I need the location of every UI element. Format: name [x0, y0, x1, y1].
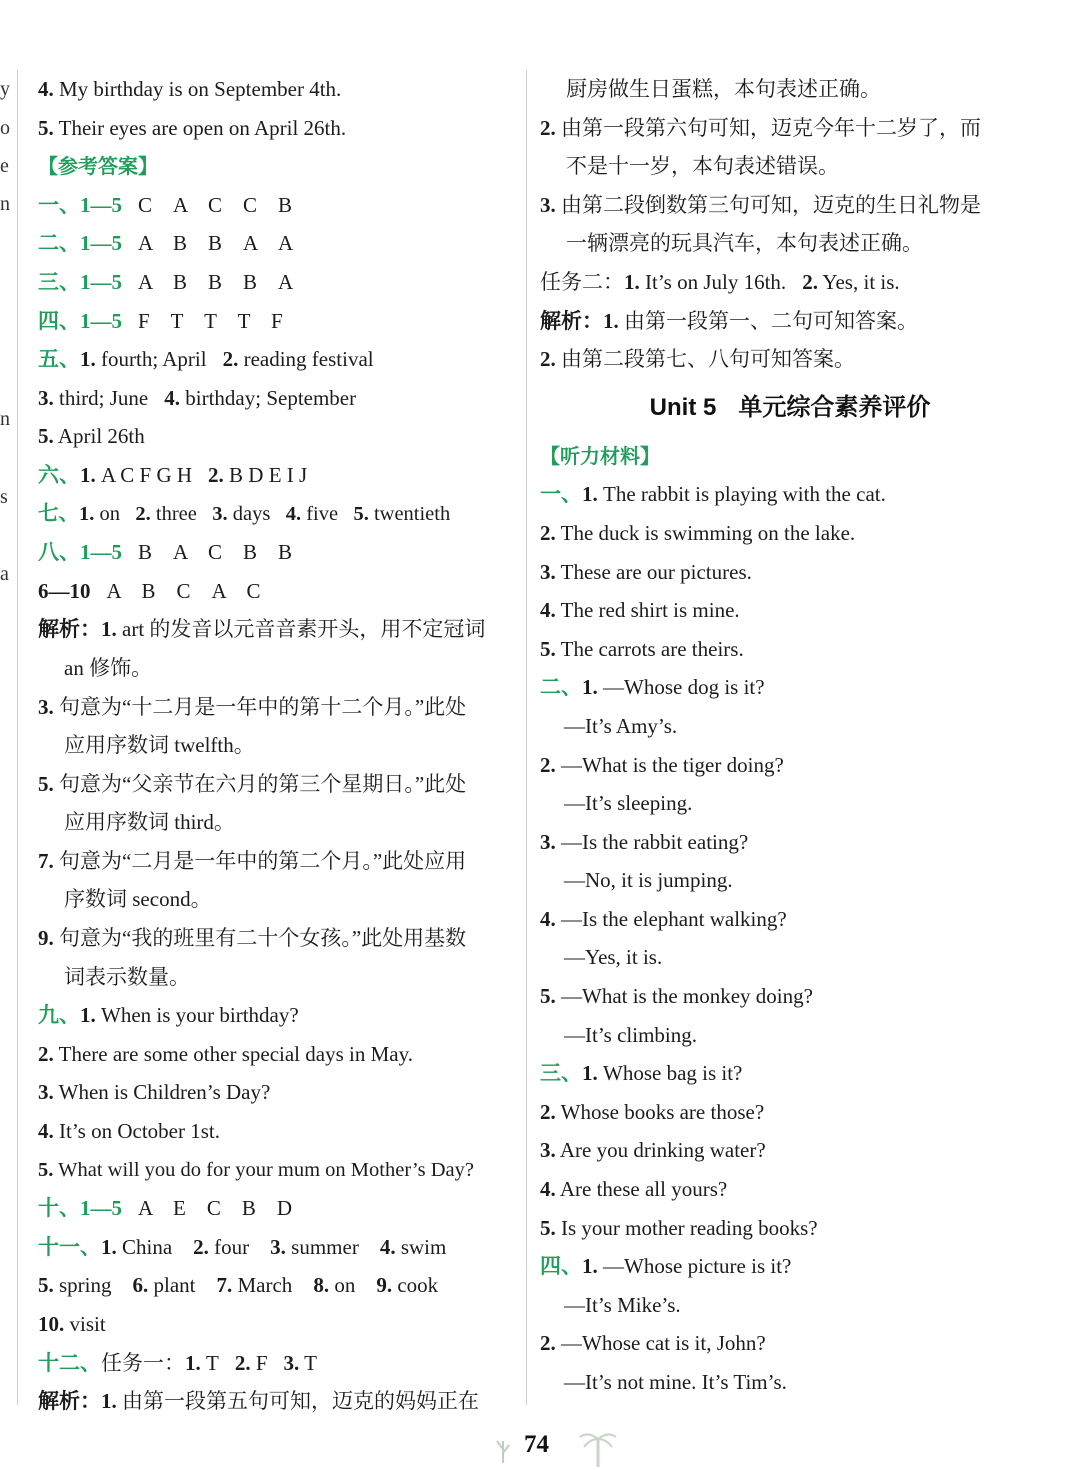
section-5-answers-cont: 5. April 26th: [38, 424, 145, 449]
listening-item: 4. The red shirt is mine.: [540, 598, 740, 623]
dialogue-answer: —Yes, it is.: [564, 945, 663, 970]
section-11-answers-cont: 10. visit: [38, 1312, 106, 1336]
right-column: [540, 70, 1040, 1402]
section-8-answers: 八、1—5 B A C B B: [38, 540, 293, 565]
section-9-answers-cont: 2. There are some other special days in May.: [38, 1041, 413, 1066]
page-number: 74: [524, 1431, 549, 1458]
explanation-line: 2. 由第一段第六句可知，迈克今年十二岁了，而: [540, 115, 981, 140]
explanation-line: 9. 句意为“我的班里有二十个女孩。”此处用基数: [38, 926, 467, 951]
cropped-edge-text: [0, 0, 12, 1420]
explanation-line: an 修饰。: [64, 655, 153, 680]
answer-line: 4. My birthday is on September 4th.: [38, 77, 342, 101]
listening-item: 5. The carrots are theirs.: [540, 636, 744, 661]
dialogue-question: 四、1. —Whose picture is it?: [540, 1254, 792, 1279]
dialogue-answer: —It’s Amy’s.: [564, 713, 678, 738]
section-11-answers: 十一、1. China 2. four 3. summer 4. swim: [38, 1234, 447, 1259]
explanation-line: 厨房做生日蛋糕，本句表述正确。: [566, 77, 881, 101]
edge-char: s: [0, 486, 8, 508]
explanation-line: 应用序数词 twelfth。: [64, 733, 255, 758]
listening-item: 5. Is your mother reading books?: [540, 1215, 818, 1240]
edge-char: y: [0, 78, 10, 100]
dialogue-answer: —No, it is jumping.: [564, 868, 733, 893]
section-10-answers: 十、1—5 A E C B D: [38, 1196, 293, 1221]
section-5-answers: 五、1. fourth; April 2. reading festival: [38, 347, 374, 372]
listening-item: 3. These are our pictures.: [540, 559, 752, 584]
unit-heading: Unit 5 单元综合素养评价: [649, 393, 931, 421]
section-11-answers-cont: 5. spring 6. plant 7. March 8. on 9. cook: [38, 1273, 439, 1298]
listening-item: 三、1. Whose bag is it?: [540, 1061, 743, 1086]
explanation-line: 3. 句意为“十二月是一年中的第十二个月。”此处: [38, 694, 467, 719]
edge-char: a: [0, 563, 9, 585]
section-2-answers: 二、1—5 A B B A A: [38, 231, 294, 256]
reference-answer-heading: 【参考答案】: [38, 154, 158, 179]
section-9-answers: 九、1. When is your birthday?: [38, 1003, 299, 1028]
explanation-line: 一辆漂亮的玩具汽车，本句表述正确。: [566, 231, 923, 256]
edge-char: e: [0, 155, 9, 177]
dialogue-question: 2. —What is the tiger doing?: [540, 752, 784, 777]
listening-item: 2. Whose books are those?: [540, 1099, 765, 1124]
listening-item: 2. The duck is swimming on the lake.: [540, 520, 856, 545]
section-9-answers-cont: 5. What will you do for your mum on Mother’s Day?: [38, 1158, 474, 1181]
page-footer: [0, 1425, 1080, 1470]
section-1-answers: 一、1—5 C A C C B: [38, 192, 293, 217]
section-9-answers-cont: 4. It’s on October 1st.: [38, 1119, 220, 1144]
task-two-answers: 任务二：1. It’s on July 16th. 2. Yes, it is.: [540, 269, 900, 294]
explanation-line: 解析：1. 由第一段第一、二句可知答案。: [540, 308, 918, 333]
explanation-line: 应用序数词 third。: [64, 810, 235, 835]
section-4-answers: 四、1—5 F T T T F: [38, 308, 283, 333]
section-9-answers-cont: 3. When is Children’s Day?: [38, 1080, 271, 1105]
explanation-line: 词表示数量。: [64, 964, 190, 989]
dialogue-answer: —It’s Mike’s.: [564, 1292, 681, 1317]
explanation-line: 3. 由第二段倒数第三句可知，迈克的生日礼物是: [540, 192, 981, 217]
edge-char: n: [0, 408, 10, 430]
explanation-line: 5. 句意为“父亲节在六月的第三个星期日。”此处: [38, 771, 467, 796]
left-column: [38, 70, 513, 1421]
dialogue-question: 2. —Whose cat is it, John?: [540, 1331, 766, 1356]
listening-item: 4. Are these all yours?: [540, 1177, 728, 1202]
dialogue-answer: —It’s not mine. It’s Tim’s.: [564, 1370, 787, 1394]
listening-item: 3. Are you drinking water?: [540, 1138, 766, 1163]
palm-tree-decoration-icon: [578, 1427, 618, 1469]
section-6-answers: 六、1. A C F G H 2. B D E I J: [38, 462, 308, 487]
section-3-answers: 三、1—5 A B B B A: [38, 269, 294, 294]
explanation-line: 7. 句意为“二月是一年中的第二个月。”此处应用: [38, 848, 467, 873]
dialogue-question: 二、1. —Whose dog is it?: [540, 675, 765, 700]
explanation-line: 解析：1. 由第一段第五句可知，迈克的妈妈正在: [38, 1389, 479, 1414]
answer-line: 5. Their eyes are open on April 26th.: [38, 115, 347, 140]
edge-char: o: [0, 117, 10, 139]
dialogue-question: 4. —Is the elephant walking?: [540, 906, 787, 931]
center-column-rule: [526, 70, 527, 1405]
explanation-line: 不是十一岁，本句表述错误。: [566, 154, 839, 179]
left-column-rule: [17, 70, 18, 1405]
dialogue-answer: —It’s sleeping.: [564, 791, 693, 816]
section-12-answers: 十二、任务一：1. T 2. F 3. T: [38, 1350, 317, 1375]
section-8-answers-cont: 6—10 A B C A C: [38, 578, 261, 603]
section-7-answers: 七、1. on 2. three 3. days 4. five 5. twentieth: [38, 502, 451, 525]
edge-char: n: [0, 193, 10, 215]
explanation-line: 解析：1. art 的发音以元音音素开头，用不定冠词: [38, 617, 486, 642]
grass-decoration-icon: [494, 1427, 512, 1465]
listening-material-heading: 【听力材料】: [540, 443, 660, 468]
dialogue-question: 3. —Is the rabbit eating?: [540, 829, 749, 854]
dialogue-question: 5. —What is the monkey doing?: [540, 984, 813, 1009]
listening-item: 一、1. The rabbit is playing with the cat.: [540, 482, 886, 507]
explanation-line: 2. 由第二段第七、八句可知答案。: [540, 347, 855, 372]
section-5-answers-cont: 3. third; June 4. birthday; September: [38, 385, 357, 410]
dialogue-answer: —It’s climbing.: [564, 1022, 697, 1047]
explanation-line: 序数词 second。: [64, 887, 212, 912]
